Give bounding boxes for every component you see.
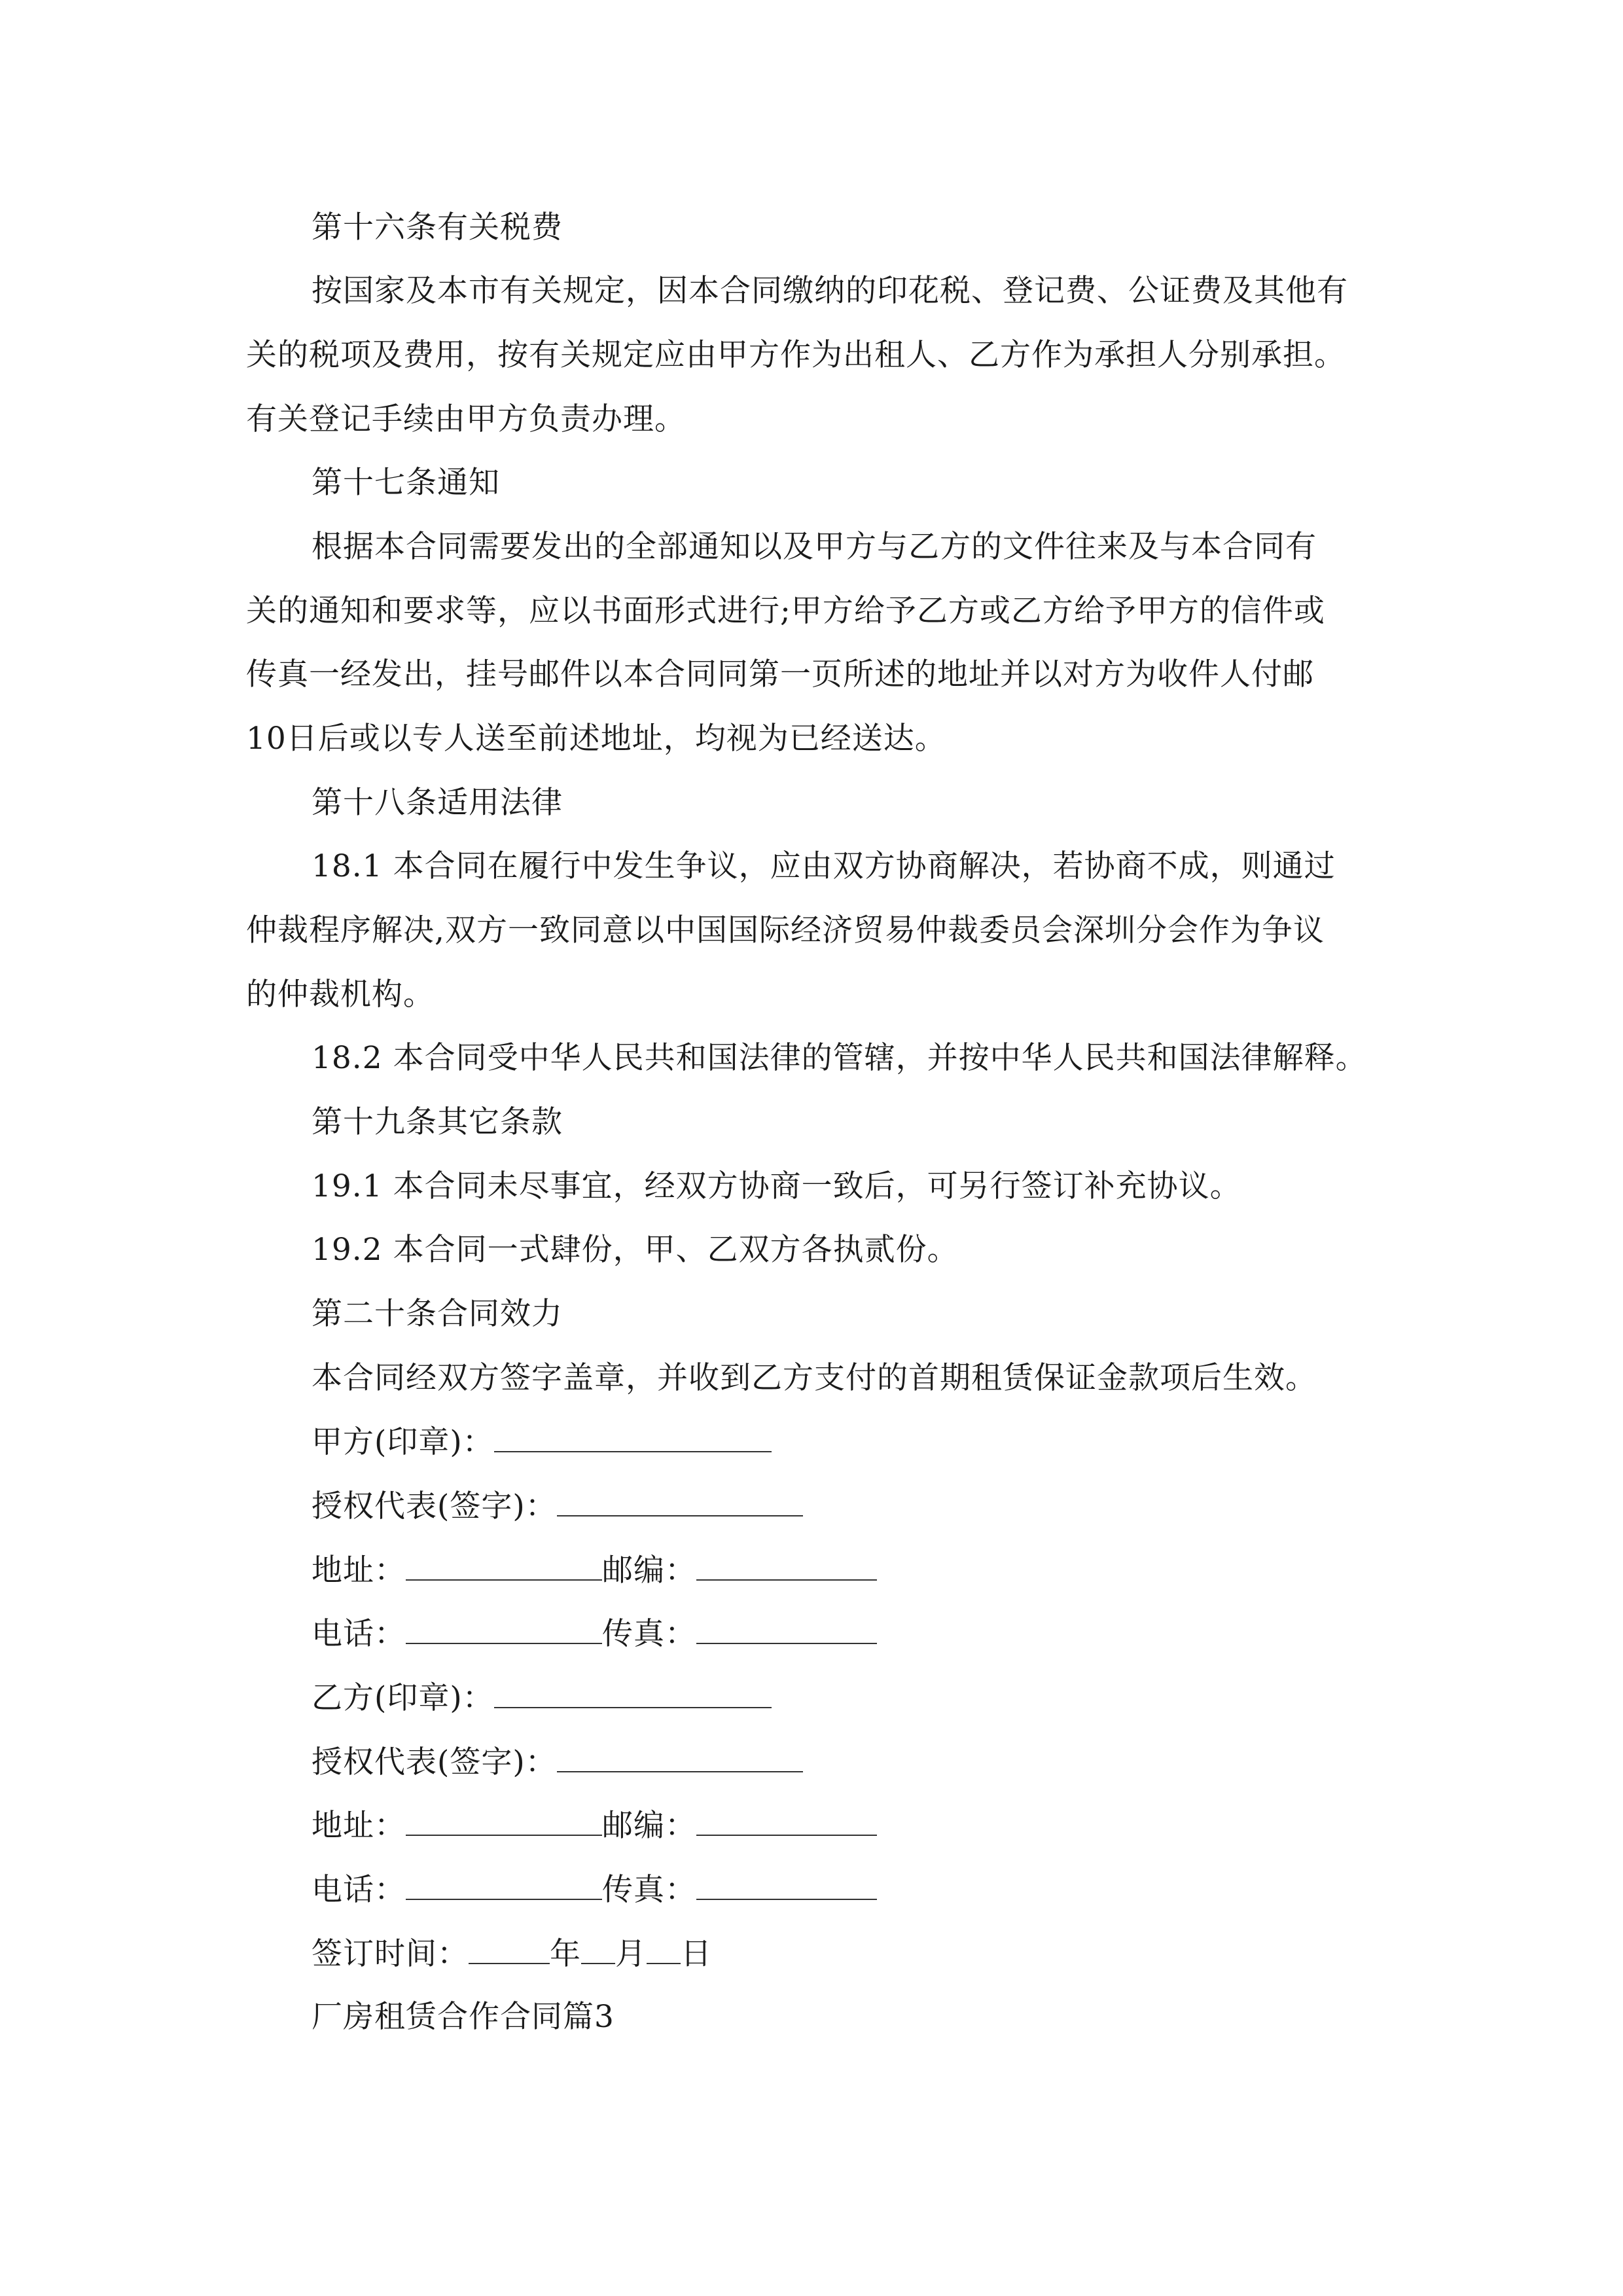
- party-b-fax-label: 传真：: [602, 1872, 696, 1908]
- party-a-phone-row: [312, 1614, 1463, 1654]
- party-a-seal-blank[interactable]: [494, 1422, 772, 1452]
- party-a-postcode-blank[interactable]: [696, 1551, 877, 1581]
- article-18-heading: 第十八条适用法律: [312, 785, 563, 821]
- signing-year-blank[interactable]: [469, 1934, 550, 1964]
- article-20-heading: 第二十条合同效力: [312, 1296, 563, 1332]
- party-b-fax-blank[interactable]: [696, 1870, 877, 1900]
- signing-date-label: 签订时间：: [312, 1936, 469, 1972]
- signing-month-blank[interactable]: [581, 1934, 615, 1964]
- article-19-heading: 第十九条其它条款: [312, 1104, 563, 1140]
- party-b-seal-label: 乙方(印章)：: [312, 1680, 494, 1716]
- party-b-postcode-label: 邮编：: [602, 1808, 696, 1844]
- article-18-2: 18.2 本合同受中华人民共和国法律的管辖，并按中华人民共和国法律解释。: [312, 1040, 1367, 1076]
- party-a-postcode-label: 邮编：: [602, 1552, 696, 1588]
- party-a-phone-label: 电话：: [312, 1616, 406, 1652]
- article-17-line-2: 关的通知和要求等，应以书面形式进行;甲方给予乙方或乙方给予甲方的信件或: [246, 593, 1325, 629]
- party-b-rep-label: 授权代表(签字)：: [312, 1744, 557, 1780]
- party-a-seal-row: [312, 1422, 1463, 1462]
- party-b-address-row: [312, 1806, 1463, 1846]
- party-b-address-blank[interactable]: [406, 1806, 602, 1836]
- article-16-line-1: 按国家及本市有关规定，因本合同缴纳的印花税、登记费、公证费及其他有: [312, 273, 1348, 309]
- article-18-1-line-3: 的仲裁机构。: [246, 977, 435, 1013]
- party-a-address-row: [312, 1551, 1463, 1590]
- article-17-heading: 第十七条通知: [312, 465, 500, 501]
- party-b-phone-row: [312, 1870, 1463, 1910]
- signing-year-label: 年: [550, 1936, 581, 1972]
- signing-day-blank[interactable]: [647, 1934, 681, 1964]
- article-16-line-2: 关的税项及费用，按有关规定应由甲方作为出租人、乙方作为承担人分别承担。: [246, 337, 1346, 373]
- party-b-phone-label: 电话：: [312, 1872, 406, 1908]
- party-b-rep-blank[interactable]: [557, 1742, 803, 1772]
- party-a-address-label: 地址：: [312, 1552, 406, 1588]
- party-a-seal-label: 甲方(印章)：: [312, 1424, 494, 1460]
- party-a-rep-label: 授权代表(签字)：: [312, 1488, 557, 1524]
- article-19-2: 19.2 本合同一式肆份，甲、乙双方各执贰份。: [312, 1232, 959, 1268]
- article-17-line-3: 传真一经发出，挂号邮件以本合同同第一页所述的地址并以对方为收件人付邮: [246, 656, 1314, 692]
- article-16-line-3: 有关登记手续由甲方负责办理。: [246, 401, 686, 437]
- party-b-rep-row: [312, 1742, 1463, 1782]
- party-a-rep-blank[interactable]: [557, 1486, 803, 1516]
- article-18-1-line-1: 18.1 本合同在履行中发生争议，应由双方协商解决，若协商不成，则通过: [312, 848, 1336, 884]
- party-a-fax-blank[interactable]: [696, 1614, 877, 1644]
- party-b-seal-blank[interactable]: [494, 1678, 772, 1708]
- party-a-address-blank[interactable]: [406, 1551, 602, 1581]
- party-a-phone-blank[interactable]: [406, 1614, 602, 1644]
- party-b-address-label: 地址：: [312, 1808, 406, 1844]
- signing-month-label: 月: [615, 1936, 647, 1972]
- article-17-line-4: 10日后或以专人送至前述地址，均视为已经送达。: [246, 721, 946, 757]
- party-a-fax-label: 传真：: [602, 1616, 696, 1652]
- article-17-line-1: 根据本合同需要发出的全部通知以及甲方与乙方的文件往来及与本合同有: [312, 529, 1317, 565]
- signing-day-label: 日: [681, 1936, 712, 1972]
- next-section-title: 厂房租赁合作合同篇3: [312, 1999, 615, 2035]
- signing-date-row: [312, 1934, 1463, 1974]
- party-b-seal-row: [312, 1678, 1463, 1718]
- article-19-1: 19.1 本合同未尽事宜，经双方协商一致后，可另行签订补充协议。: [312, 1168, 1241, 1204]
- article-18-1-line-2: 仲裁程序解决,双方一致同意以中国国际经济贸易仲裁委员会深圳分会作为争议: [246, 912, 1325, 948]
- party-b-postcode-blank[interactable]: [696, 1806, 877, 1836]
- article-20-text: 本合同经双方签字盖章，并收到乙方支付的首期租赁保证金款项后生效。: [312, 1360, 1317, 1396]
- party-b-phone-blank[interactable]: [406, 1870, 602, 1900]
- article-16-heading: 第十六条有关税费: [312, 209, 563, 245]
- party-a-rep-row: [312, 1486, 1463, 1526]
